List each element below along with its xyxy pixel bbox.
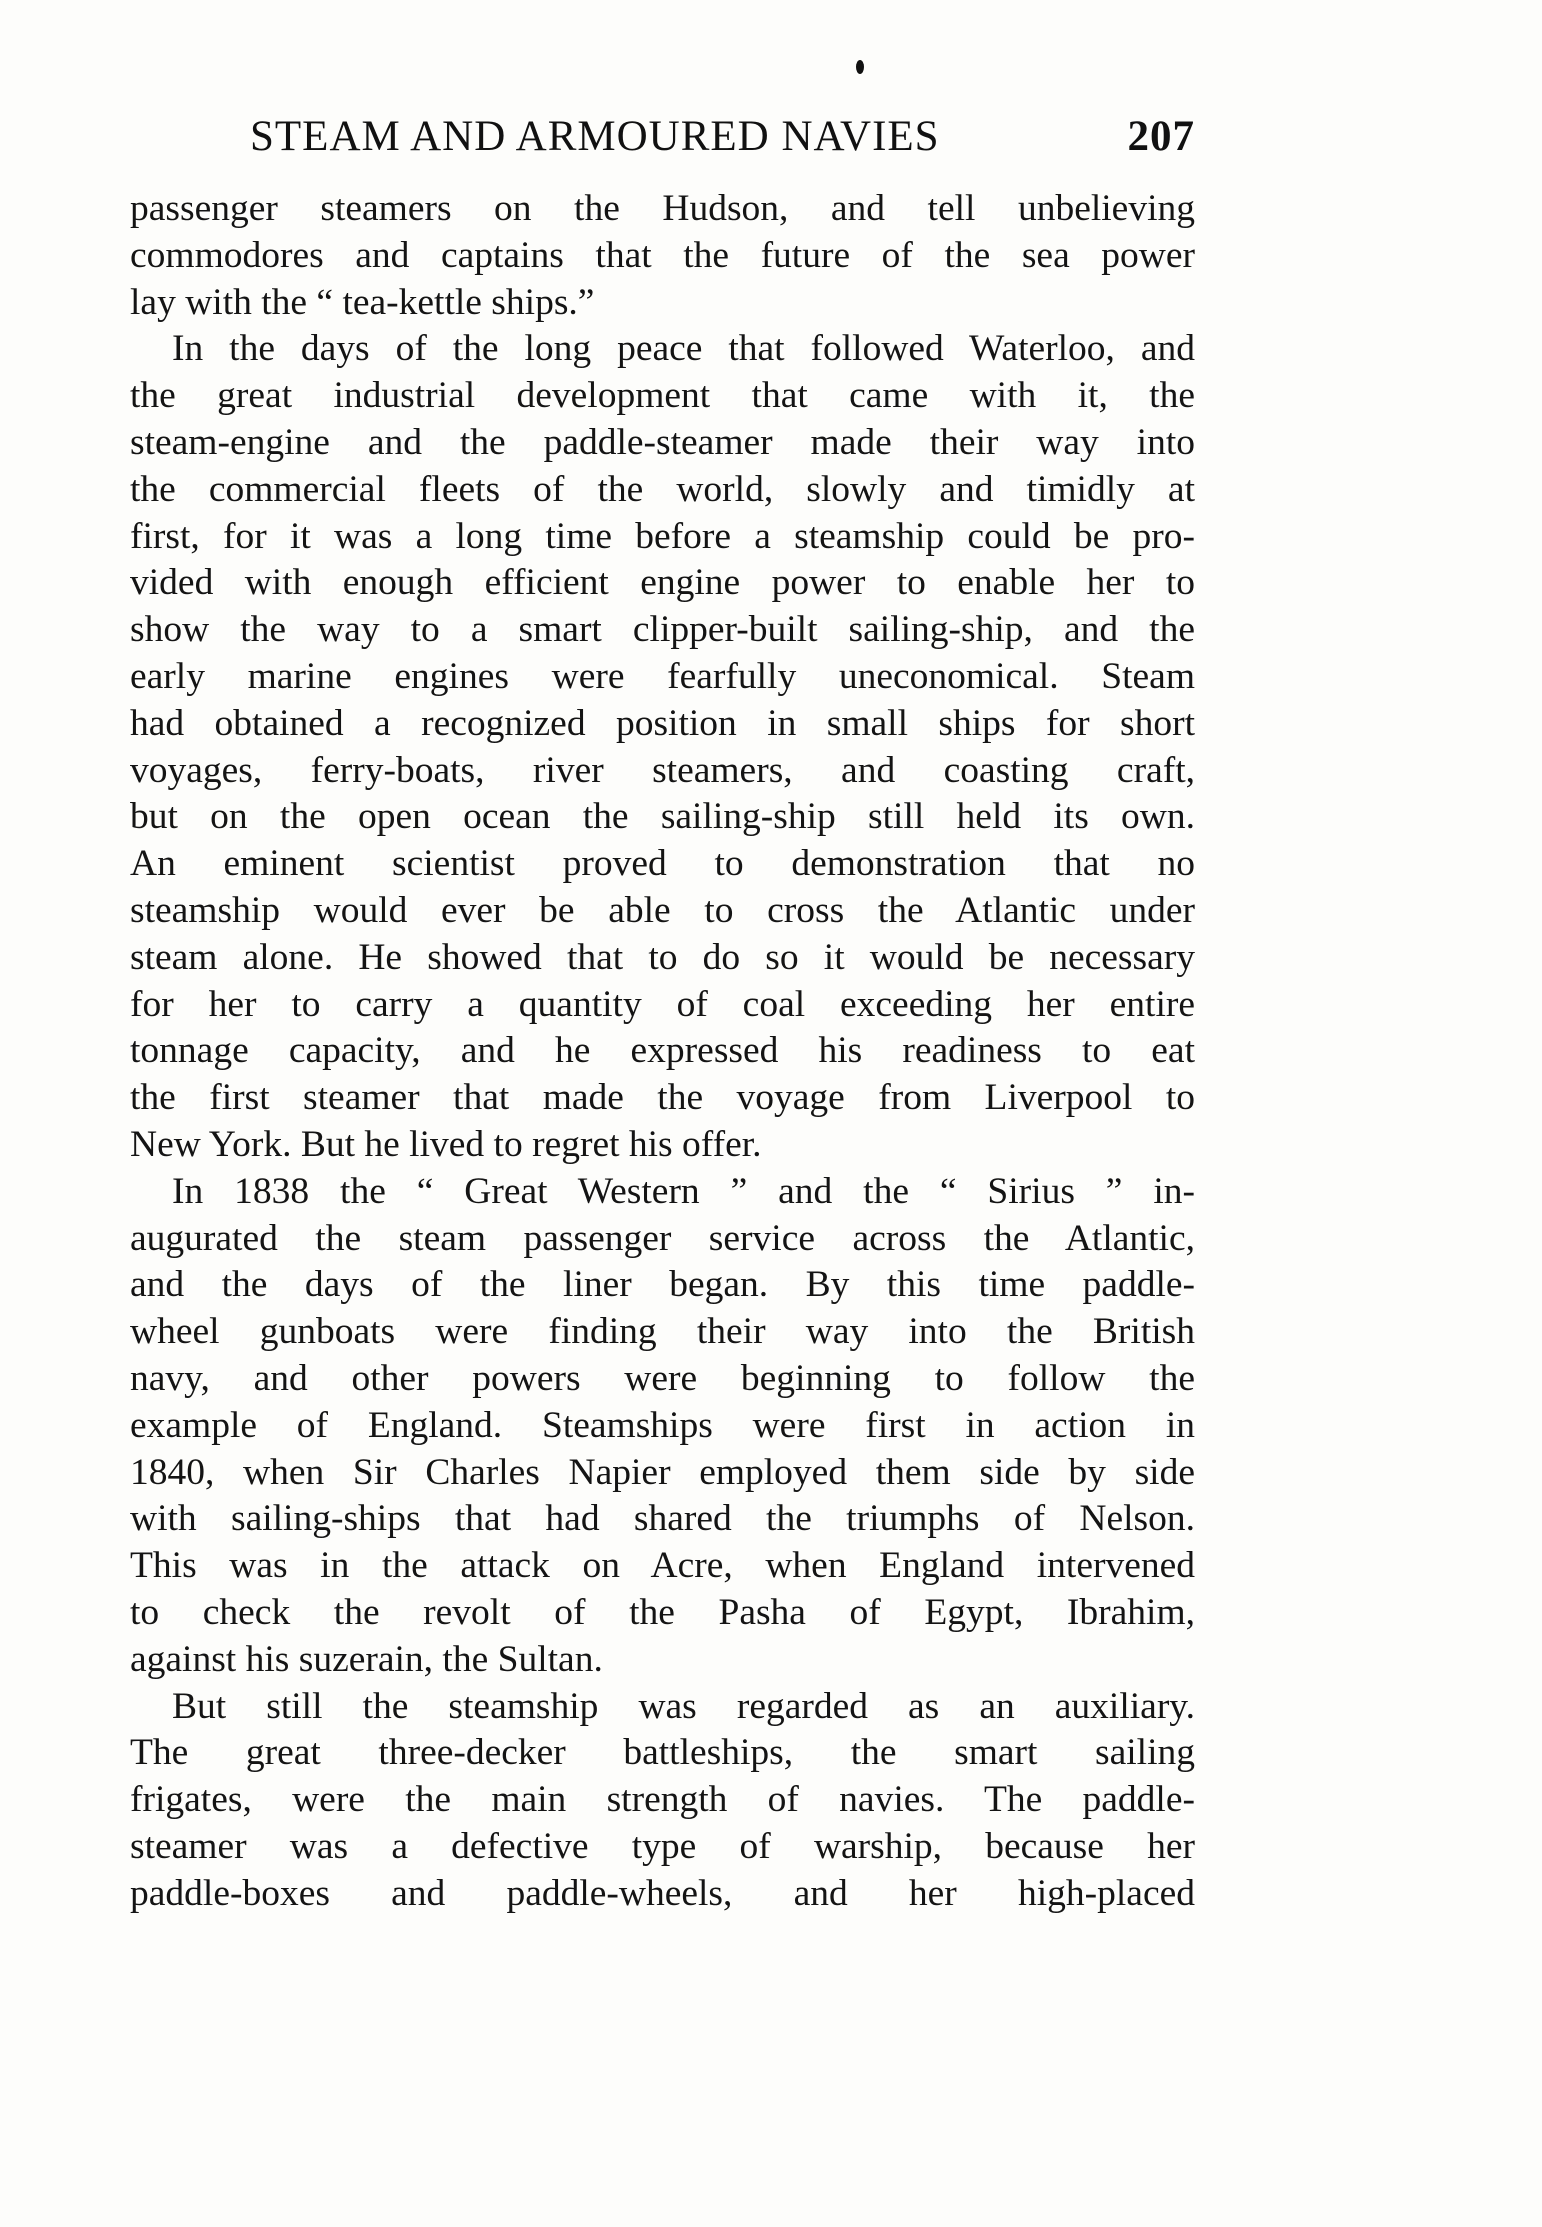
text-line: This was in the attack on Acre, when England intervened — [130, 1545, 1195, 1587]
running-title: STEAM AND ARMOURED NAVIES — [250, 113, 940, 160]
text-line: but on the open ocean the sailing-ship still held its own. — [130, 796, 1195, 838]
text-line: frigates, were the main strength of navies. The paddle- — [130, 1779, 1195, 1821]
text-line: navy, and other powers were beginning to follow the — [130, 1357, 1195, 1399]
paragraph-first-line: In 1838 the “ Great Western ” and the “ Sirius ” in- — [172, 1170, 1195, 1212]
running-head — [250, 110, 1195, 164]
text-line: The great three-decker battleships, the smart sailing — [130, 1732, 1195, 1774]
text-line: lay with the “ tea-kettle ships.” — [130, 281, 595, 323]
text-line: and the days of the liner began. By this time paddle- — [130, 1264, 1195, 1306]
text-line: passenger steamers on the Hudson, and tell unbelieving — [130, 188, 1195, 229]
body-text — [130, 186, 1195, 1917]
text-line: show the way to a smart clipper-built sailing-ship, and the — [130, 609, 1195, 651]
text-line: had obtained a recognized position in small ships for short — [130, 702, 1195, 744]
text-line: commodores and captains that the future of the sea power — [130, 234, 1195, 276]
text-line: example of England. Steamships were first in action in — [130, 1404, 1195, 1446]
ink-mark — [856, 60, 864, 74]
text-line: the great industrial development that came with it, the — [130, 375, 1195, 417]
text-line: with sailing-ships that had shared the triumphs of Nelson. — [130, 1498, 1195, 1540]
text-line: An eminent scientist proved to demonstration that no — [130, 843, 1195, 885]
text-line: early marine engines were fearfully uneconomical. Steam — [130, 655, 1195, 697]
text-line: steamer was a defective type of warship, because her — [130, 1825, 1195, 1867]
text-line: against his suzerain, the Sultan. — [130, 1638, 603, 1680]
text-line: the commercial fleets of the world, slowly and timidly at — [130, 468, 1195, 510]
page-number: 207 — [1127, 113, 1195, 160]
text-line: paddle-boxes and paddle-wheels, and her high-placed — [130, 1872, 1195, 1914]
text-line: steam-engine and the paddle-steamer made their way into — [130, 421, 1195, 463]
text-line: wheel gunboats were finding their way into the British — [130, 1311, 1195, 1353]
text-line: first, for it was a long time before a steamship could be pro- — [130, 515, 1195, 557]
paragraph-first-line: But still the steamship was regarded as an auxiliary. — [172, 1685, 1195, 1727]
text-line: steamship would ever be able to cross the Atlantic under — [130, 889, 1195, 931]
paragraph-first-line: In the days of the long peace that followed Waterloo, and — [172, 328, 1195, 370]
text-line: for her to carry a quantity of coal exceeding her entire — [130, 983, 1195, 1025]
text-line: steam alone. He showed that to do so it would be necessary — [130, 936, 1195, 978]
text-line: 1840, when Sir Charles Napier employed them side by side — [130, 1451, 1195, 1493]
text-line: augurated the steam passenger service across the Atlantic, — [130, 1217, 1195, 1259]
text-line: to check the revolt of the Pasha of Egypt, Ibrahim, — [130, 1591, 1195, 1633]
text-line: the first steamer that made the voyage from Liverpool to — [130, 1077, 1195, 1119]
text-line: vided with enough efficient engine power to enable her to — [130, 562, 1195, 604]
text-line: tonnage capacity, and he expressed his readiness to eat — [130, 1030, 1195, 1072]
text-line: voyages, ferry-boats, river steamers, and coasting craft, — [130, 749, 1195, 791]
text-line: New York. But he lived to regret his offer. — [130, 1123, 762, 1165]
